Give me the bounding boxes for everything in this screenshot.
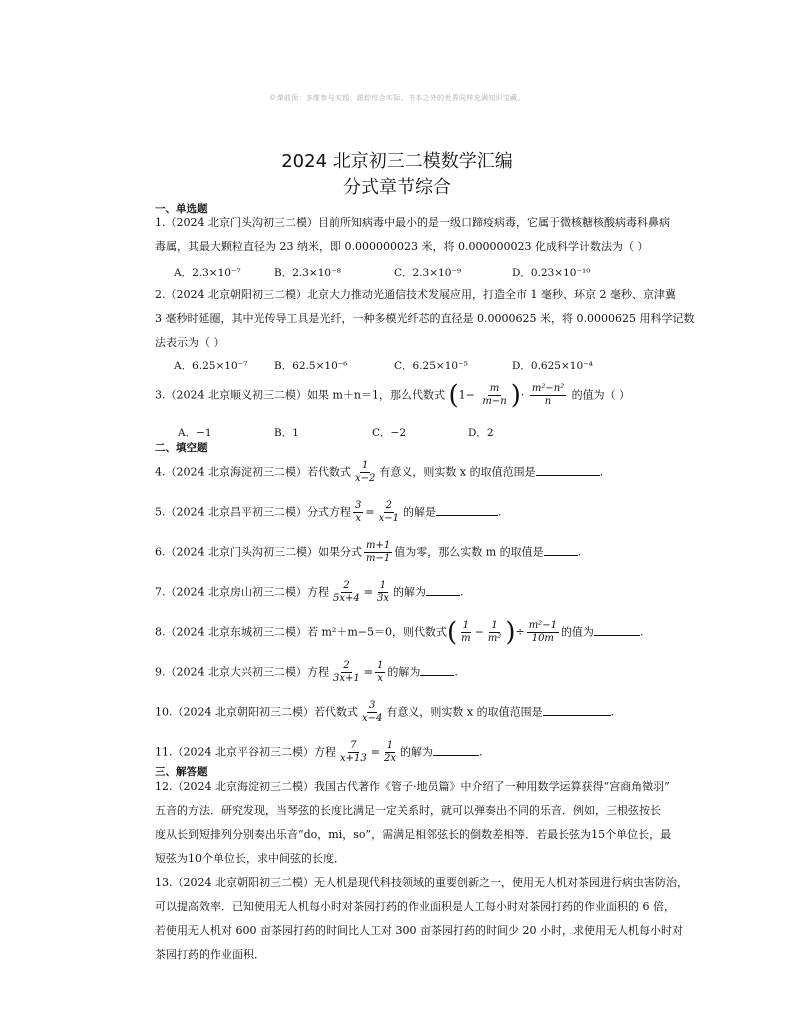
q8-line: 8.（2024 北京东城初三二模）若 m²＋m−5＝0，则代数式( $\frac{1}{m}$ − $\frac{1}{\text{m²}}$ )÷ $\frac{\text{m²−1}}{10m}$ 的值为 . (155, 617, 644, 648)
q1-line2: 毒属，其最大颗粒直径为 23 纳米，即 0.000000023 米，将 0.000000023 化成科学计数法为（ ） (155, 240, 649, 253)
section-heading-solve: 三、解答题 (155, 766, 208, 778)
q1-line1: 1.（2024 北京门头沟初三二模）目前所知病毒中最小的是一级口蹄疫病毒，它属于微核糖核酸病毒科鼻病 (155, 216, 670, 229)
q2-option-b: B．62.5×10⁻⁶ (274, 360, 348, 372)
q3-fraction-2: $\frac{\text{m²−n²}}{n}$ (531, 383, 565, 407)
q4-line: 4.（2024 北京海淀初三二模）若代数式 $\frac{1}{x-2}$ 有意义，则实数 x 的取值范围是 . (155, 460, 604, 484)
q6-fraction: $\frac{m+1}{m-1}$ (366, 540, 391, 564)
q1-option-d: D．0.23×10⁻¹⁰ (512, 267, 591, 279)
q11-fraction-left: $\frac{7}{x+13}$ (339, 740, 367, 764)
q10-fraction: $\frac{3}{x-4}$ (361, 700, 383, 724)
q3-option-b: B．1 (274, 427, 299, 439)
q11-line: 11.（2024 北京平谷初三二模）方程 $\frac{7}{x+13}$ = $\frac{1}{2x}$ 的解为 . (155, 740, 483, 764)
q5-line: 5.（2024 北京昌平初三二模）分式方程 $\frac{3}{x}$ = $\frac{2}{x-1}$ 的解是 . (155, 500, 502, 524)
q11-answer-blank (433, 744, 479, 756)
document-subtitle: 分式章节综合 (343, 177, 451, 198)
header-note: ©课前预：多维参与实践、跟踪综合实际、书本之外的世界同样充满知识宝藏。 (269, 94, 525, 102)
q3-suffix: 的值为（ ） (571, 388, 631, 402)
q3-dot: · (520, 388, 525, 402)
q4-answer-blank (536, 464, 600, 476)
q2-option-a: A．6.25×10⁻⁷ (174, 360, 248, 372)
document-title: 2024 北京初三二模数学汇编 (281, 151, 513, 172)
q8-fraction-3: $\frac{\text{m²−1}}{10m}$ (528, 620, 557, 644)
q3-right-paren: ) (510, 380, 521, 411)
q13-line4: 茶园打药的作业面积． (155, 948, 265, 961)
q8-fraction-1: $\frac{1}{m}$ (461, 620, 471, 644)
section-heading-single-choice: 一、单选题 (155, 203, 208, 215)
q3-option-d: D．2 (468, 427, 494, 439)
q3-one: 1− (458, 388, 475, 402)
q8-answer-blank (594, 624, 640, 636)
q5-fraction-left: $\frac{3}{x}$ (355, 500, 362, 524)
q2-line1: 2.（2024 北京朝阳初三二模）北京大力推动光通信技术发展应用，打造全市 1 毫秒、环京 2 毫秒、京津冀 (155, 288, 676, 301)
q5-fraction-right: $\frac{2}{x-1}$ (378, 500, 399, 524)
q2-option-c: C．6.25×10⁻⁵ (394, 360, 468, 372)
q9-line: 9.（2024 北京大兴初三二模）方程 $\frac{2}{3x+1}$ = $\frac{1}{x}$ 的解为 . (155, 660, 458, 684)
q1-option-c: C．2.3×10⁻⁹ (394, 267, 462, 279)
q7-fraction-left: $\frac{2}{5x+4}$ (333, 580, 360, 604)
q12-line2: 五音的方法．研究发现，当琴弦的长度比满足一定关系时，就可以弹奏出不同的乐音．例如，三根弦按长 (155, 804, 661, 817)
q3-option-a: A．−1 (178, 427, 212, 439)
q6-line: 6.（2024 北京门头沟初三二模）如果分式 $\frac{m+1}{m-1}$ 值为零，那么实数 m 的取值是 . (155, 540, 582, 564)
q7-answer-blank (426, 584, 460, 596)
q1-option-a: A．2.3×10⁻⁷ (174, 267, 241, 279)
q2-line3: 法表示为（ ） (155, 336, 225, 349)
q2-option-d: D．0.625×10⁻⁴ (512, 360, 593, 372)
q12-line4: 短弦为10个单位长，求中间弦的长度． (155, 852, 345, 865)
q7-fraction-right: $\frac{1}{3x}$ (376, 580, 389, 604)
q5-answer-blank (436, 504, 498, 516)
section-heading-fill-blank: 二、填空题 (155, 442, 208, 454)
q3-line (155, 380, 631, 411)
q3-left-paren: ( (448, 380, 459, 411)
q3-option-c: C．−2 (372, 427, 407, 439)
q3-prefix: 3.（2024 北京顺义初三二模）如果 m＋n＝1，那么代数式 (155, 388, 445, 402)
q9-answer-blank (420, 664, 454, 676)
q9-fraction-right: $\frac{1}{x}$ (376, 660, 384, 684)
q12-line1: 12.（2024 北京海淀初三二模）我国古代著作《管子·地员篇》中介绍了一种用数学运算获得“宫商角徵羽” (155, 780, 670, 793)
q4-fraction: $\frac{1}{x-2}$ (355, 460, 376, 484)
q6-answer-blank (544, 544, 578, 556)
q13-line2: 可以提高效率．已知使用无人机每小时对茶园打药的作业面积是人工每小时对茶园打药的作业面积的 6 倍， (155, 900, 675, 913)
q2-line2: 3 毫秒时延圈，其中光传导工具是光纤，一种多模光纤芯的直径是 0.0000625 米，将 0.0000625 用科学记数 (155, 312, 695, 325)
q13-line1: 13.（2024 北京朝阳初三二模）无人机是现代科技领域的重要创新之一，使用无人机对茶园进行病虫害防治， (155, 876, 688, 889)
q3-fraction-1: $\frac{m}{m-n}$ (482, 383, 507, 407)
q10-answer-blank (543, 704, 611, 716)
q1-option-b: B．2.3×10⁻⁸ (274, 267, 341, 279)
q11-fraction-right: $\frac{1}{2x}$ (383, 740, 396, 764)
q10-line: 10.（2024 北京朝阳初三二模）若代数式 $\frac{3}{x-4}$ 有意义，则实数 x 的取值范围是 . (155, 700, 615, 724)
q12-line3: 度从长到短排列分别奏出乐音“do，mi，so”，需满足相邻弦长的倒数差相等．若最长弦为15个单位长，最 (155, 828, 672, 841)
q8-fraction-2: $\frac{1}{\text{m²}}$ (487, 620, 502, 644)
q9-fraction-left: $\frac{2}{3x+1}$ (333, 660, 360, 684)
q7-line: 7.（2024 北京房山初三二模）方程 $\frac{2}{5x+4}$ = $\frac{1}{3x}$ 的解为 . (155, 580, 464, 604)
q13-line3: 若使用无人机对 600 亩茶园打药的时间比人工对 300 亩茶园打药的时间少 20 小时，求使用无人机每小时对 (155, 924, 683, 937)
